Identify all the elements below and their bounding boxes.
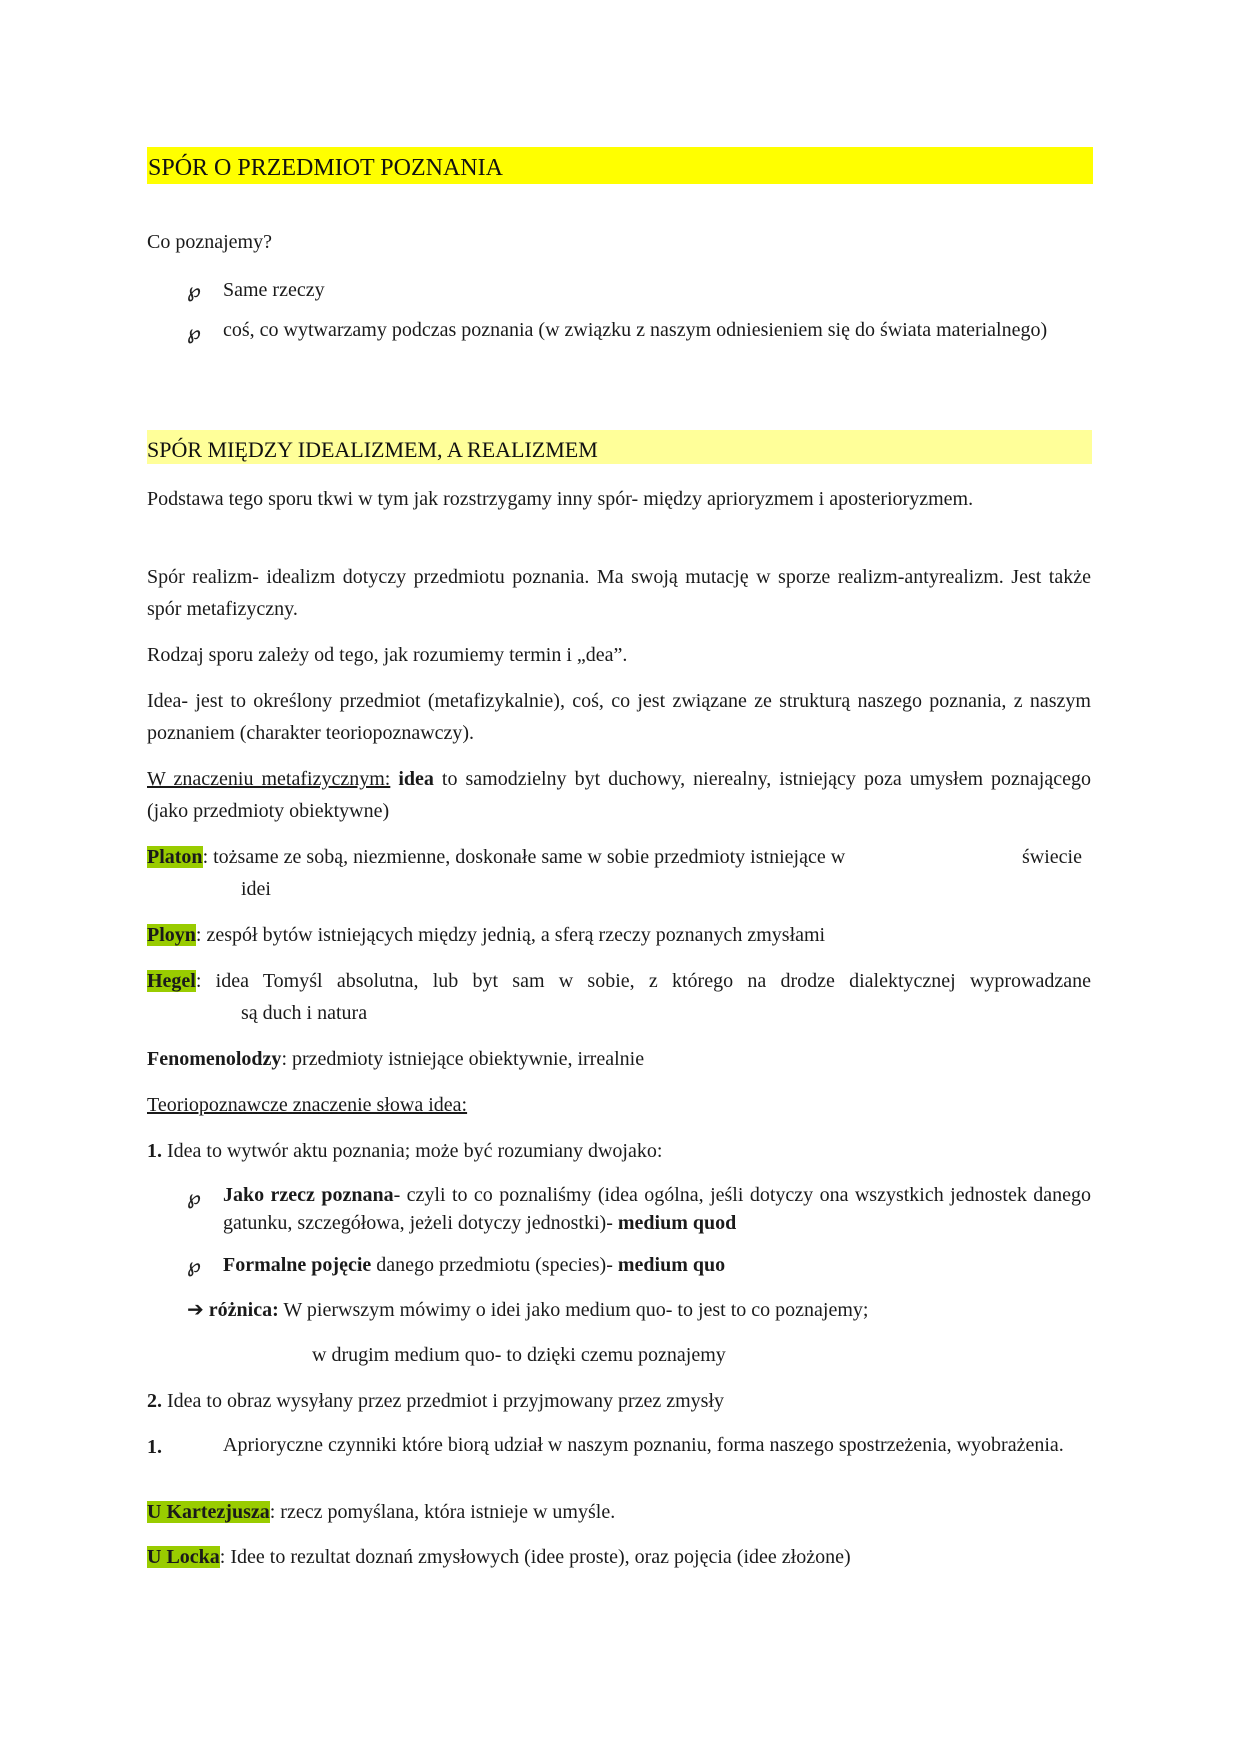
list-item: Same rzeczy [223, 279, 325, 301]
item-number: 1. [147, 1436, 162, 1458]
bold-term: medium quo [617, 1254, 726, 1276]
page-title: SPÓR O PRZEDMIOT POZNANIA [147, 147, 1093, 184]
highlighted-name: U Locka [147, 1546, 220, 1568]
entry-text: idei [241, 878, 271, 900]
line-text: w drugim medium quo- to dzięki czemu poznajemy [312, 1344, 726, 1366]
highlighted-name: Ployn [147, 924, 196, 946]
entry-ployn: Ployn: zespół bytów istniejących między jednią, a sferą rzeczy poznanych zmysłami [147, 924, 826, 946]
bold-term: medium quod [617, 1212, 737, 1234]
entry-text-end: świecie [1022, 846, 1082, 868]
question-line: Co poznajemy? [147, 231, 272, 253]
bold-name: Fenomenolodzy [147, 1048, 282, 1070]
entry-text: zespół bytów istniejących między jednią, a sferą rzeczy poznanych zmysłami [206, 924, 826, 946]
section-heading: SPÓR MIĘDZY IDEALIZMEM, A REALIZMEM [147, 430, 1092, 464]
subheading-underlined: Teoriopoznawcze znaczenie słowa idea: [147, 1094, 468, 1116]
difference-line [187, 1293, 868, 1326]
item-text: Aprioryczne czynniki które biorą udział w naszym poznaniu, forma naszego spostrzeżenia, wyobrażenia. [223, 1434, 1064, 1456]
entry-text: tożsame ze sobą, niezmienne, doskonałe same w sobie przedmioty istniejące w [213, 846, 846, 868]
entry-fenomenolodzy: Fenomenolodzy: przedmioty istniejące obiektywnie, irrealnie [147, 1048, 645, 1070]
bold-label: różnica: [208, 1299, 279, 1321]
leaf-bullet-icon: ℘ [187, 1253, 201, 1277]
entry-text: idea Tomyśl absolutna, lub byt sam w sobie, z którego na drodze dialektycznej wyprowadzane [215, 970, 1091, 992]
paragraph-metaphysical [147, 763, 1091, 827]
item-text: - czyli to co poznaliśmy (idea ogólna, jeśli dotyczy ona wszystkich jednostek danego gatunku, szczegółowa, jeżeli dotyczy jednostki)- [223, 1184, 1091, 1234]
bold-term: Formalne pojęcie [223, 1254, 372, 1276]
list-item [223, 1181, 1091, 1237]
paragraph: Spór realizm- idealizm dotyczy przedmiotu poznania. Ma swoją mutację w sporze realizm-antyrealizm. Jest także spór metafizyczny. [147, 566, 1091, 620]
entry-text: rzecz pomyślana, która istnieje w umyśle. [280, 1501, 616, 1523]
item-number: 2. [147, 1390, 162, 1412]
leaf-bullet-icon: ℘ [187, 320, 201, 344]
highlighted-name: Hegel [147, 970, 196, 992]
item-text: Idea to obraz wysyłany przez przedmiot i przyjmowany przez zmysły [167, 1390, 725, 1412]
right-arrow-icon: ➔ [187, 1297, 204, 1321]
entry-kartezjusz: U Kartezjusza: rzecz pomyślana, która istnieje w umyśle. [147, 1501, 616, 1523]
line-text: W pierwszym mówimy o idei jako medium quo- to jest to co poznajemy; [283, 1299, 869, 1321]
entry-hegel: Hegel: idea Tomyśl absolutna, lub byt sam w sobie, z którego na drodze dialektycznej wyprowadzane [147, 970, 1091, 992]
bold-term: idea [398, 768, 434, 790]
item-text: Idea to wytwór aktu poznania; może być rozumiany dwojako: [167, 1140, 663, 1162]
item-number: 1. [147, 1140, 162, 1162]
bold-term: Jako rzecz poznana [223, 1184, 394, 1206]
highlighted-name: U Kartezjusza [147, 1501, 270, 1523]
underlined-label: W znaczeniu metafizycznym: [147, 768, 391, 790]
highlighted-name: Platon [147, 846, 203, 868]
entry-text: są duch i natura [241, 1002, 368, 1024]
entry-text: Idee to rezultat doznań zmysłowych (idee proste), oraz pojęcia (idee złożone) [230, 1546, 851, 1568]
list-item: coś, co wytwarzamy podczas poznania (w związku z naszym odniesieniem się do świata materialnego) [223, 319, 1048, 341]
leaf-bullet-icon: ℘ [187, 1185, 201, 1209]
entry-text: przedmioty istniejące obiektywnie, irrealnie [292, 1048, 645, 1070]
paragraph: Idea- jest to określony przedmiot (metafizykalnie), coś, co jest związane ze strukturą naszego poznania, z naszym poznaniem (charakter teoriopoznawczy). [147, 690, 1091, 744]
numbered-item [147, 1135, 662, 1167]
item-text: danego przedmiotu (species)- [376, 1254, 613, 1276]
paragraph: Rodzaj sporu zależy od tego, jak rozumiemy termin i „dea”. [147, 644, 628, 666]
entry-locke: U Locka: Idee to rezultat doznań zmysłowych (idee proste), oraz pojęcia (idee złożone) [147, 1546, 851, 1568]
entry-platon: Platon: tożsame ze sobą, niezmienne, doskonałe same w sobie przedmioty istniejące w [147, 846, 846, 868]
paragraph-text: to samodzielny byt duchowy, nierealny, istniejący poza umysłem poznającego (jako przedmioty obiektywne) [147, 768, 1091, 822]
numbered-item [147, 1385, 724, 1417]
list-item [223, 1249, 725, 1281]
leaf-bullet-icon: ℘ [187, 278, 201, 302]
paragraph: Podstawa tego sporu tkwi w tym jak rozstrzygamy inny spór- między aprioryzmem i aposterioryzmem. [147, 488, 974, 510]
